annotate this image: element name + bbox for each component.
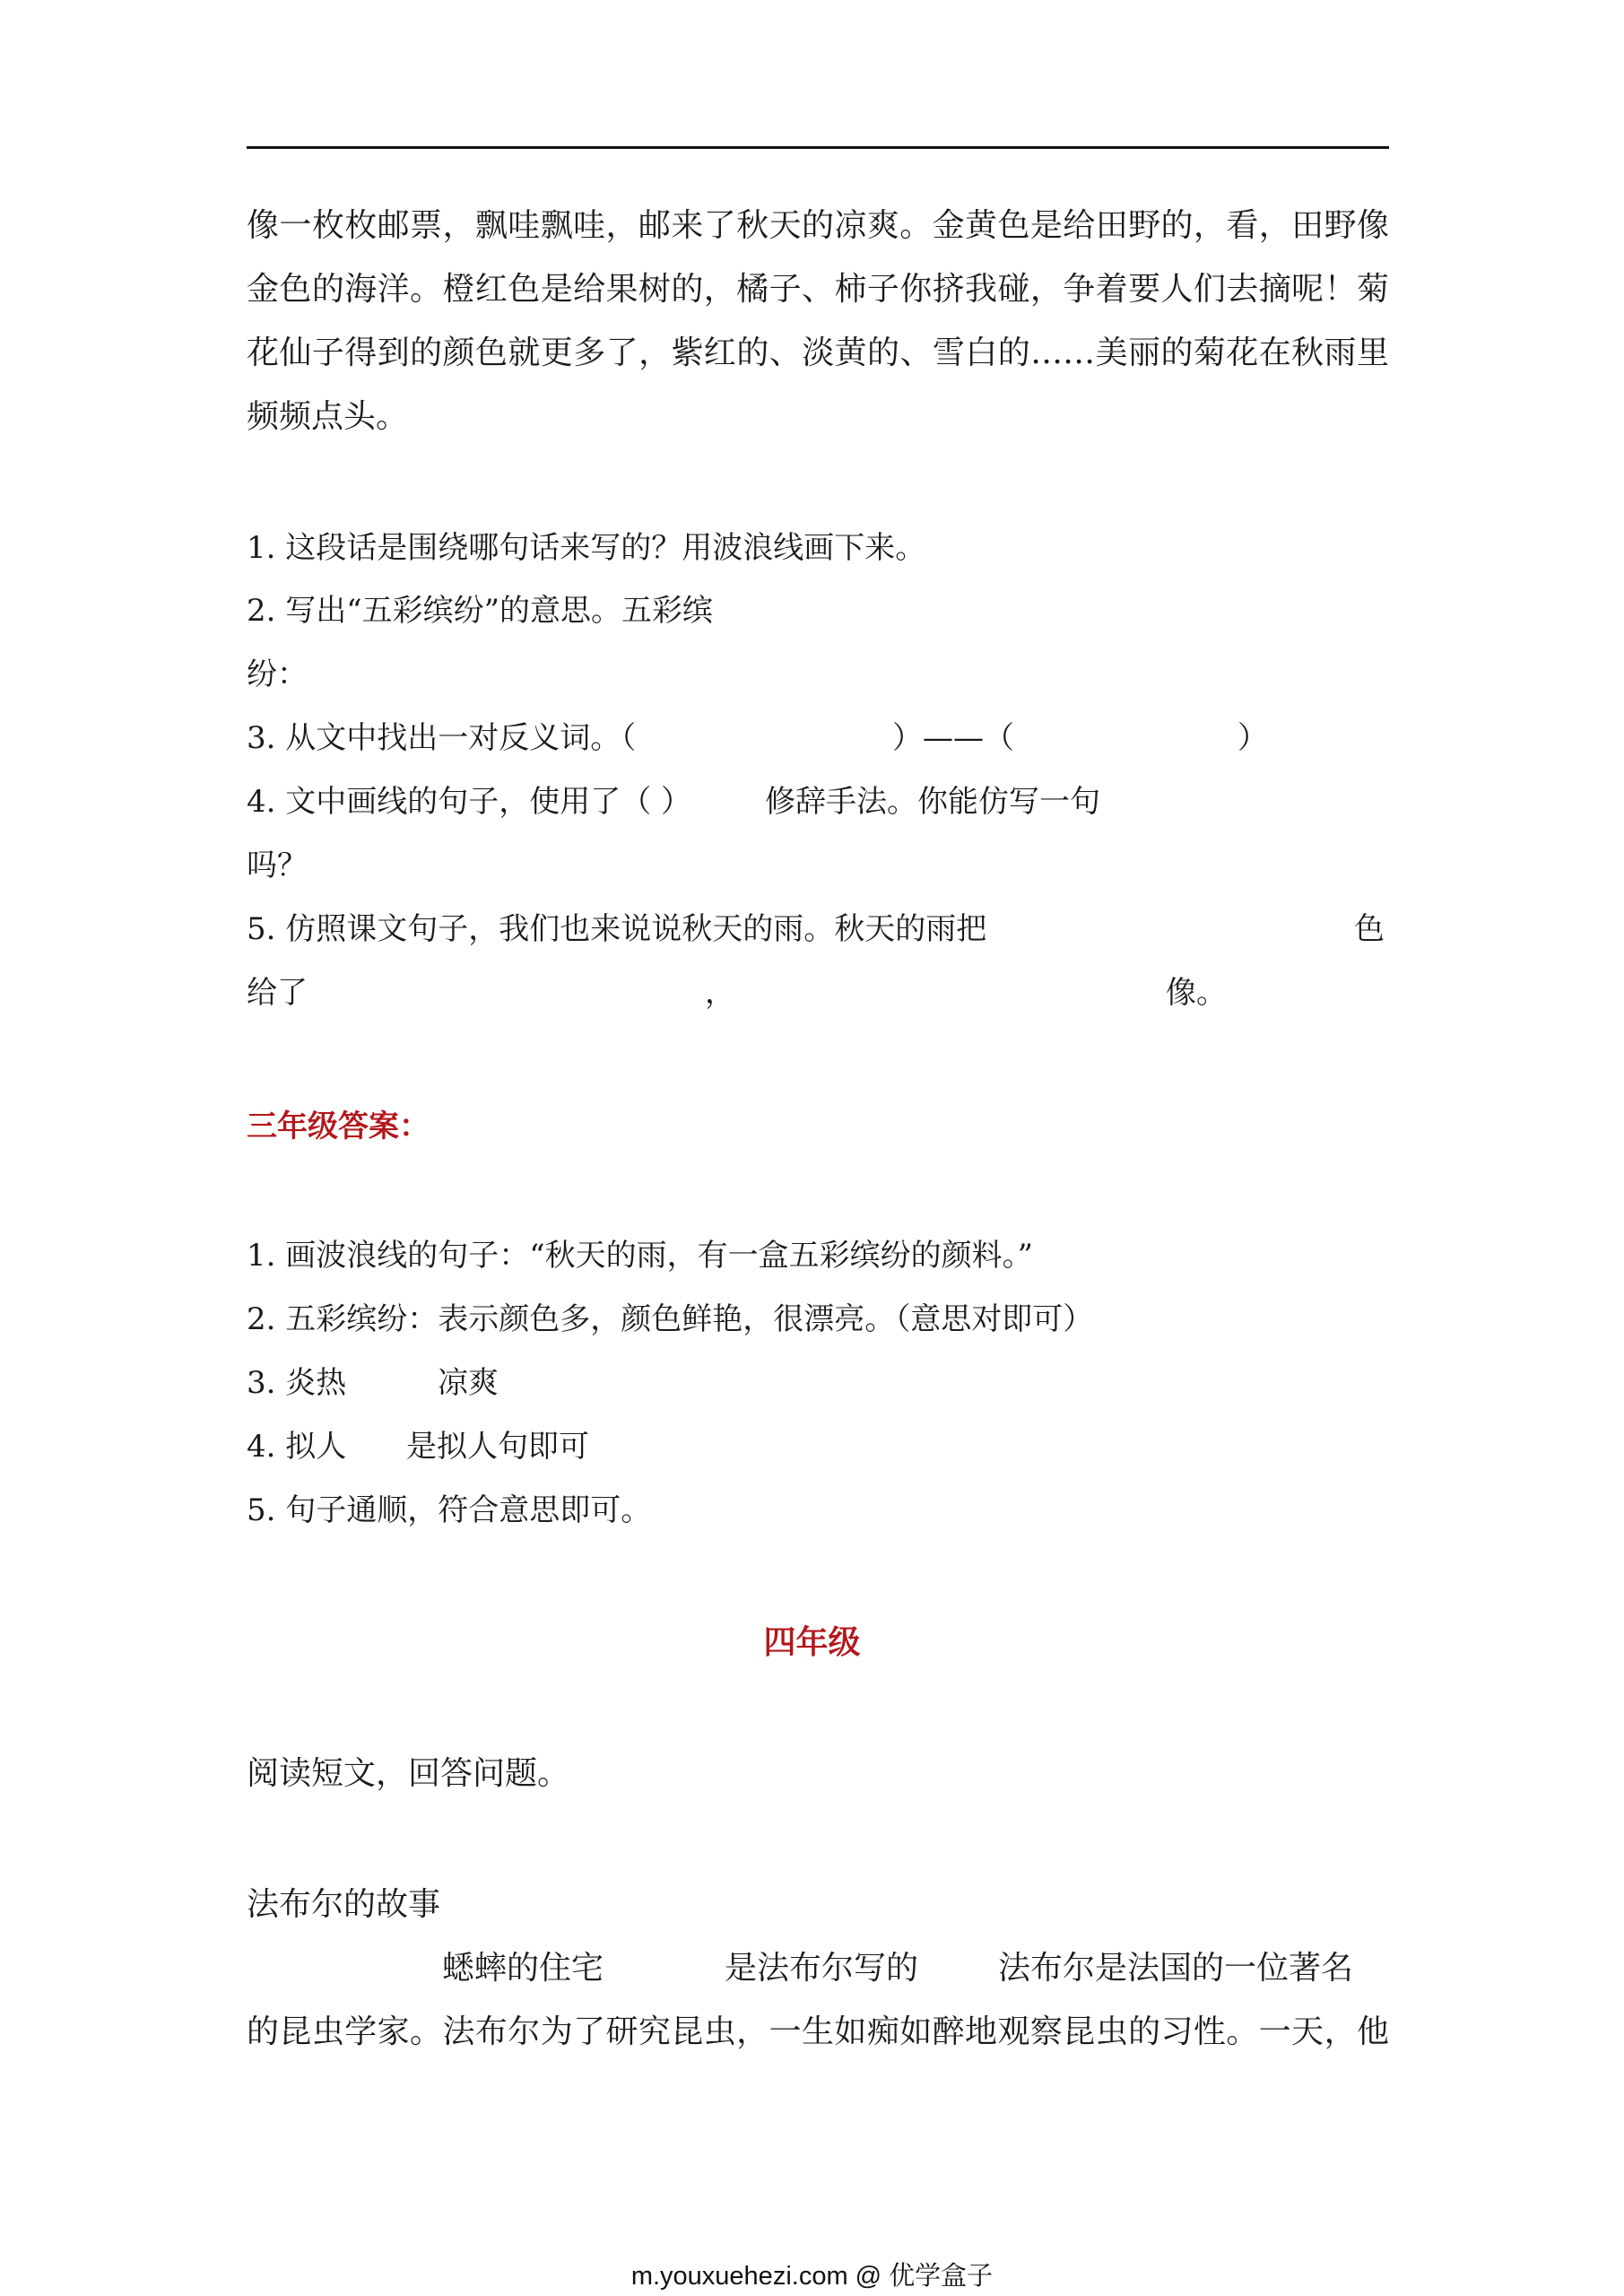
question-4-cont: 吗？ xyxy=(247,848,308,883)
passage-line: 金色的海洋。橙红色是给果树的，橘子、柿子你挤我碰，争着要人们去摘呢！菊 xyxy=(247,271,1389,308)
question-2-cont: 纷： xyxy=(247,657,308,692)
question-5-like: 像。 xyxy=(1166,975,1227,1011)
answer-2: 2. 五彩缤纷：表示颜色多，颜色鲜艳，很漂亮。（意思对即可） xyxy=(247,1301,1094,1337)
answer-4: 4. 拟人 xyxy=(247,1429,347,1465)
question-5-comma: ， xyxy=(705,975,735,1011)
question-2: 2. 写出“五彩缤纷”的意思。五彩缤 xyxy=(247,593,714,629)
grade4-heading: 四年级 xyxy=(763,1624,861,1661)
question-5-cont: 给了 xyxy=(247,975,308,1011)
answer-3: 3. 炎热 xyxy=(247,1365,347,1401)
question-4-rhetoric: 修辞手法。你能仿写一句 xyxy=(765,784,1100,820)
question-5-color: 色 xyxy=(1354,911,1385,947)
story-title: 法布尔的故事 xyxy=(247,1886,441,1923)
answer-3-antonym: 凉爽 xyxy=(438,1365,499,1401)
answers-heading: 三年级答案： xyxy=(247,1109,430,1144)
passage-line: 像一枚枚邮票，飘哇飘哇，邮来了秋天的凉爽。金黄色是给田野的，看，田野像 xyxy=(247,207,1389,244)
question-5: 5. 仿照课文句子，我们也来说说秋天的雨。秋天的雨把 xyxy=(247,911,987,947)
question-1: 1. 这段话是围绕哪句话来写的？用波浪线画下来。 xyxy=(247,530,926,566)
answer-5: 5. 句子通顺，符合意思即可。 xyxy=(247,1492,652,1528)
question-3: 3. 从文中找出一对反义词。（ xyxy=(247,720,637,756)
grade4-instruction: 阅读短文，回答问题。 xyxy=(247,1755,570,1792)
header-rule xyxy=(247,146,1389,149)
footer-watermark: m.youxuehezi.com @ 优学盒子 xyxy=(630,2262,994,2291)
question-3-close: ） xyxy=(1238,720,1268,756)
story-text: 法布尔是法国的一位著名 xyxy=(998,1950,1354,1987)
passage-line: 花仙子得到的颜色就更多了，紫红的、淡黄的、雪白的……美丽的菊花在秋雨里 xyxy=(247,335,1389,371)
story-text: 蟋蟀的住宅 xyxy=(442,1950,604,1987)
story-text: 是法布尔写的 xyxy=(725,1950,919,1987)
question-3-dash: ）——（ xyxy=(892,720,1014,756)
answer-1: 1. 画波浪线的句子：“秋天的雨，有一盒五彩缤纷的颜料。” xyxy=(247,1238,1034,1274)
answer-4-note: 是拟人句即可 xyxy=(406,1429,589,1465)
passage-line: 频频点头。 xyxy=(247,398,409,435)
question-4: 4. 文中画线的句子，使用了（ ） xyxy=(247,784,692,820)
story-text: 的昆虫学家。法布尔为了研究昆虫，一生如痴如醉地观察昆虫的习性。一天，他 xyxy=(247,2013,1389,2050)
